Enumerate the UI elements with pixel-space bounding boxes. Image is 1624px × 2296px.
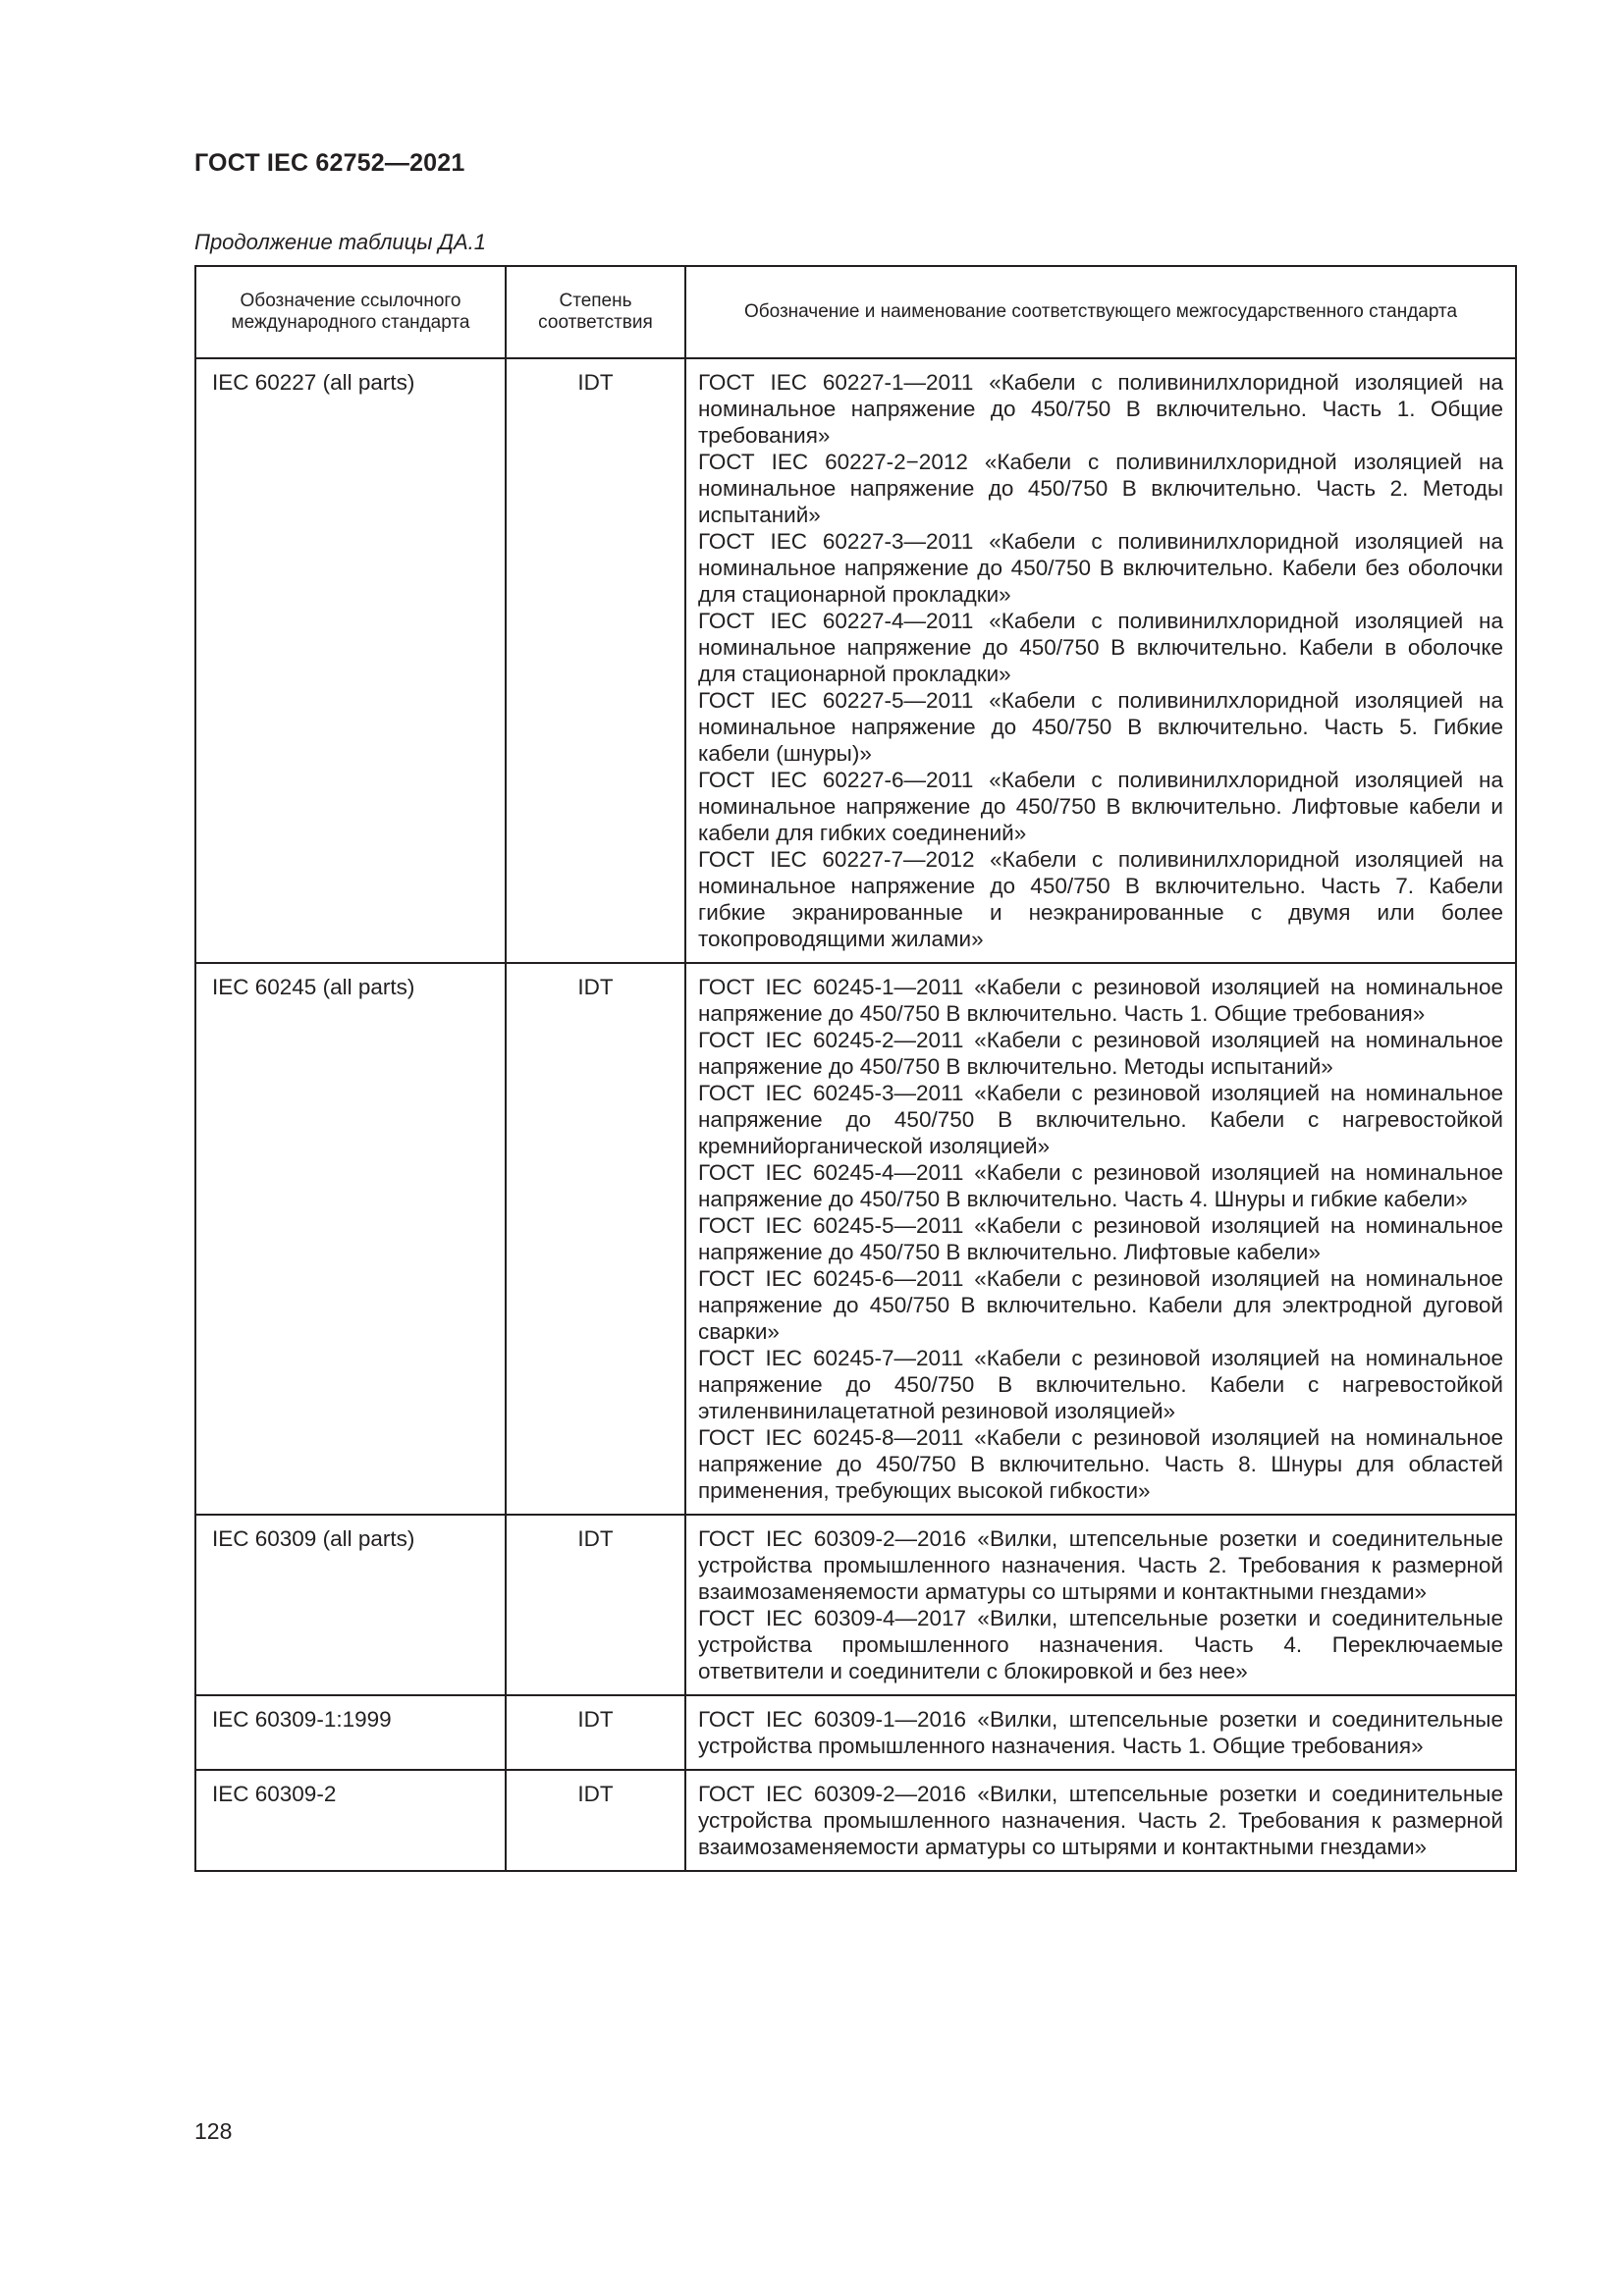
standard-entry: ГОСТ IEC 60227-1—2011 «Кабели с поливинилхлоридной изоляцией на номинальное напряжение до 450/750 В включительно. Часть 1. Общие требования» [698,370,1503,448]
table-row [195,1770,1516,1871]
standard-entry: ГОСТ IEC 60227-2−2012 «Кабели с поливинилхлоридной изоляцией на номинальное напряжение до 450/750 В включительно. Часть 2. Методы испытаний» [698,450,1503,527]
cell-degree: IDT [506,963,685,1515]
standard-entry: ГОСТ IEC 60245-7—2011 «Кабели с резиновой изоляцией на номинальное напряжение до 450/750 В включительно. Кабели с нагревостойкой этиленвинилацетатной резиновой изоляцией» [698,1346,1503,1423]
cell-standards [685,963,1516,1515]
cell-ref-standard: IEC 60309 (all parts) [195,1515,506,1695]
document-header: ГОСТ IEC 62752—2021 [194,149,465,177]
header-interstate-standard: Обозначение и наименование соответствующего межгосударственного стандарта [685,266,1516,358]
standard-entry: ГОСТ IEC 60309-4—2017 «Вилки, штепсельные розетки и соединительные устройства промышленного назначения. Часть 4. Переключаемые ответвители и соединители с блокировкой и без нее» [698,1606,1503,1683]
cell-degree: IDT [506,358,685,963]
header-ref-standard: Обозначение ссылочного международного стандарта [195,266,506,358]
table-header-row [195,266,1516,358]
cell-standards [685,1770,1516,1871]
standard-entry: ГОСТ IEC 60245-4—2011 «Кабели с резиновой изоляцией на номинальное напряжение до 450/750 В включительно. Часть 4. Шнуры и гибкие кабели» [698,1160,1503,1211]
cell-ref-standard: IEC 60309-1:1999 [195,1695,506,1770]
table-row [195,1515,1516,1695]
standard-entry: ГОСТ IEC 60227-7—2012 «Кабели с поливинилхлоридной изоляцией на номинальное напряжение до 450/750 В включительно. Часть 7. Кабели гибкие экранированные и неэкранированные с двумя или более токопроводящими жилами» [698,847,1503,951]
cell-degree: IDT [506,1770,685,1871]
cell-degree: IDT [506,1515,685,1695]
standard-entry: ГОСТ IEC 60245-6—2011 «Кабели с резиновой изоляцией на номинальное напряжение до 450/750 В включительно. Кабели для электродной дуговой сварки» [698,1266,1503,1344]
standard-entry: ГОСТ IEC 60227-4—2011 «Кабели с поливинилхлоридной изоляцией на номинальное напряжение до 450/750 В включительно. Кабели в оболочке для стационарной прокладки» [698,609,1503,686]
table-row [195,358,1516,963]
standard-entry: ГОСТ IEC 60309-1—2016 «Вилки, штепсельные розетки и соединительные устройства промышленного назначения. Часть 1. Общие требования» [698,1707,1503,1758]
standard-entry: ГОСТ IEC 60227-5—2011 «Кабели с поливинилхлоридной изоляцией на номинальное напряжение до 450/750 В включительно. Часть 5. Гибкие кабели (шнуры)» [698,688,1503,766]
cell-ref-standard: IEC 60227 (all parts) [195,358,506,963]
table-row [195,1695,1516,1770]
table-row [195,963,1516,1515]
cell-standards [685,1695,1516,1770]
page-number: 128 [194,2118,233,2144]
standard-entry: ГОСТ IEC 60245-5—2011 «Кабели с резиновой изоляцией на номинальное напряжение до 450/750 В включительно. Лифтовые кабели» [698,1213,1503,1264]
standard-entry: ГОСТ IEC 60309-2—2016 «Вилки, штепсельные розетки и соединительные устройства промышленного назначения. Часть 2. Требования к размерной взаимозаменяемости арматуры со штырями и контактными гнездами» [698,1526,1503,1604]
standard-entry: ГОСТ IEC 60245-8—2011 «Кабели с резиновой изоляцией на номинальное напряжение до 450/750 В включительно. Часть 8. Шнуры для областей применения, требующих высокой гибкости» [698,1425,1503,1503]
cell-ref-standard: IEC 60245 (all parts) [195,963,506,1515]
standard-entry: ГОСТ IEC 60245-2—2011 «Кабели с резиновой изоляцией на номинальное напряжение до 450/750 В включительно. Методы испытаний» [698,1028,1503,1079]
cell-ref-standard: IEC 60309-2 [195,1770,506,1871]
standard-entry: ГОСТ IEC 60227-6—2011 «Кабели с поливинилхлоридной изоляцией на номинальное напряжение до 450/750 В включительно. Лифтовые кабели и кабели для гибких соединений» [698,768,1503,845]
cell-standards [685,1515,1516,1695]
cell-degree: IDT [506,1695,685,1770]
standard-entry: ГОСТ IEC 60309-2—2016 «Вилки, штепсельные розетки и соединительные устройства промышленного назначения. Часть 2. Требования к размерной взаимозаменяемости арматуры со штырями и контактными гнездами» [698,1782,1503,1859]
standard-entry: ГОСТ IEC 60245-3—2011 «Кабели с резиновой изоляцией на номинальное напряжение до 450/750 В включительно. Кабели с нагревостойкой кремнийорганической изоляцией» [698,1081,1503,1158]
table-caption: Продолжение таблицы ДА.1 [194,230,487,254]
standard-entry: ГОСТ IEC 60245-1—2011 «Кабели с резиновой изоляцией на номинальное напряжение до 450/750 В включительно. Часть 1. Общие требования» [698,975,1503,1026]
cell-standards [685,358,1516,963]
standards-table [194,265,1517,1872]
standard-entry: ГОСТ IEC 60227-3—2011 «Кабели с поливинилхлоридной изоляцией на номинальное напряжение до 450/750 В включительно. Кабели без оболочки для стационарной прокладки» [698,529,1503,607]
header-degree: Степень соответствия [506,266,685,358]
